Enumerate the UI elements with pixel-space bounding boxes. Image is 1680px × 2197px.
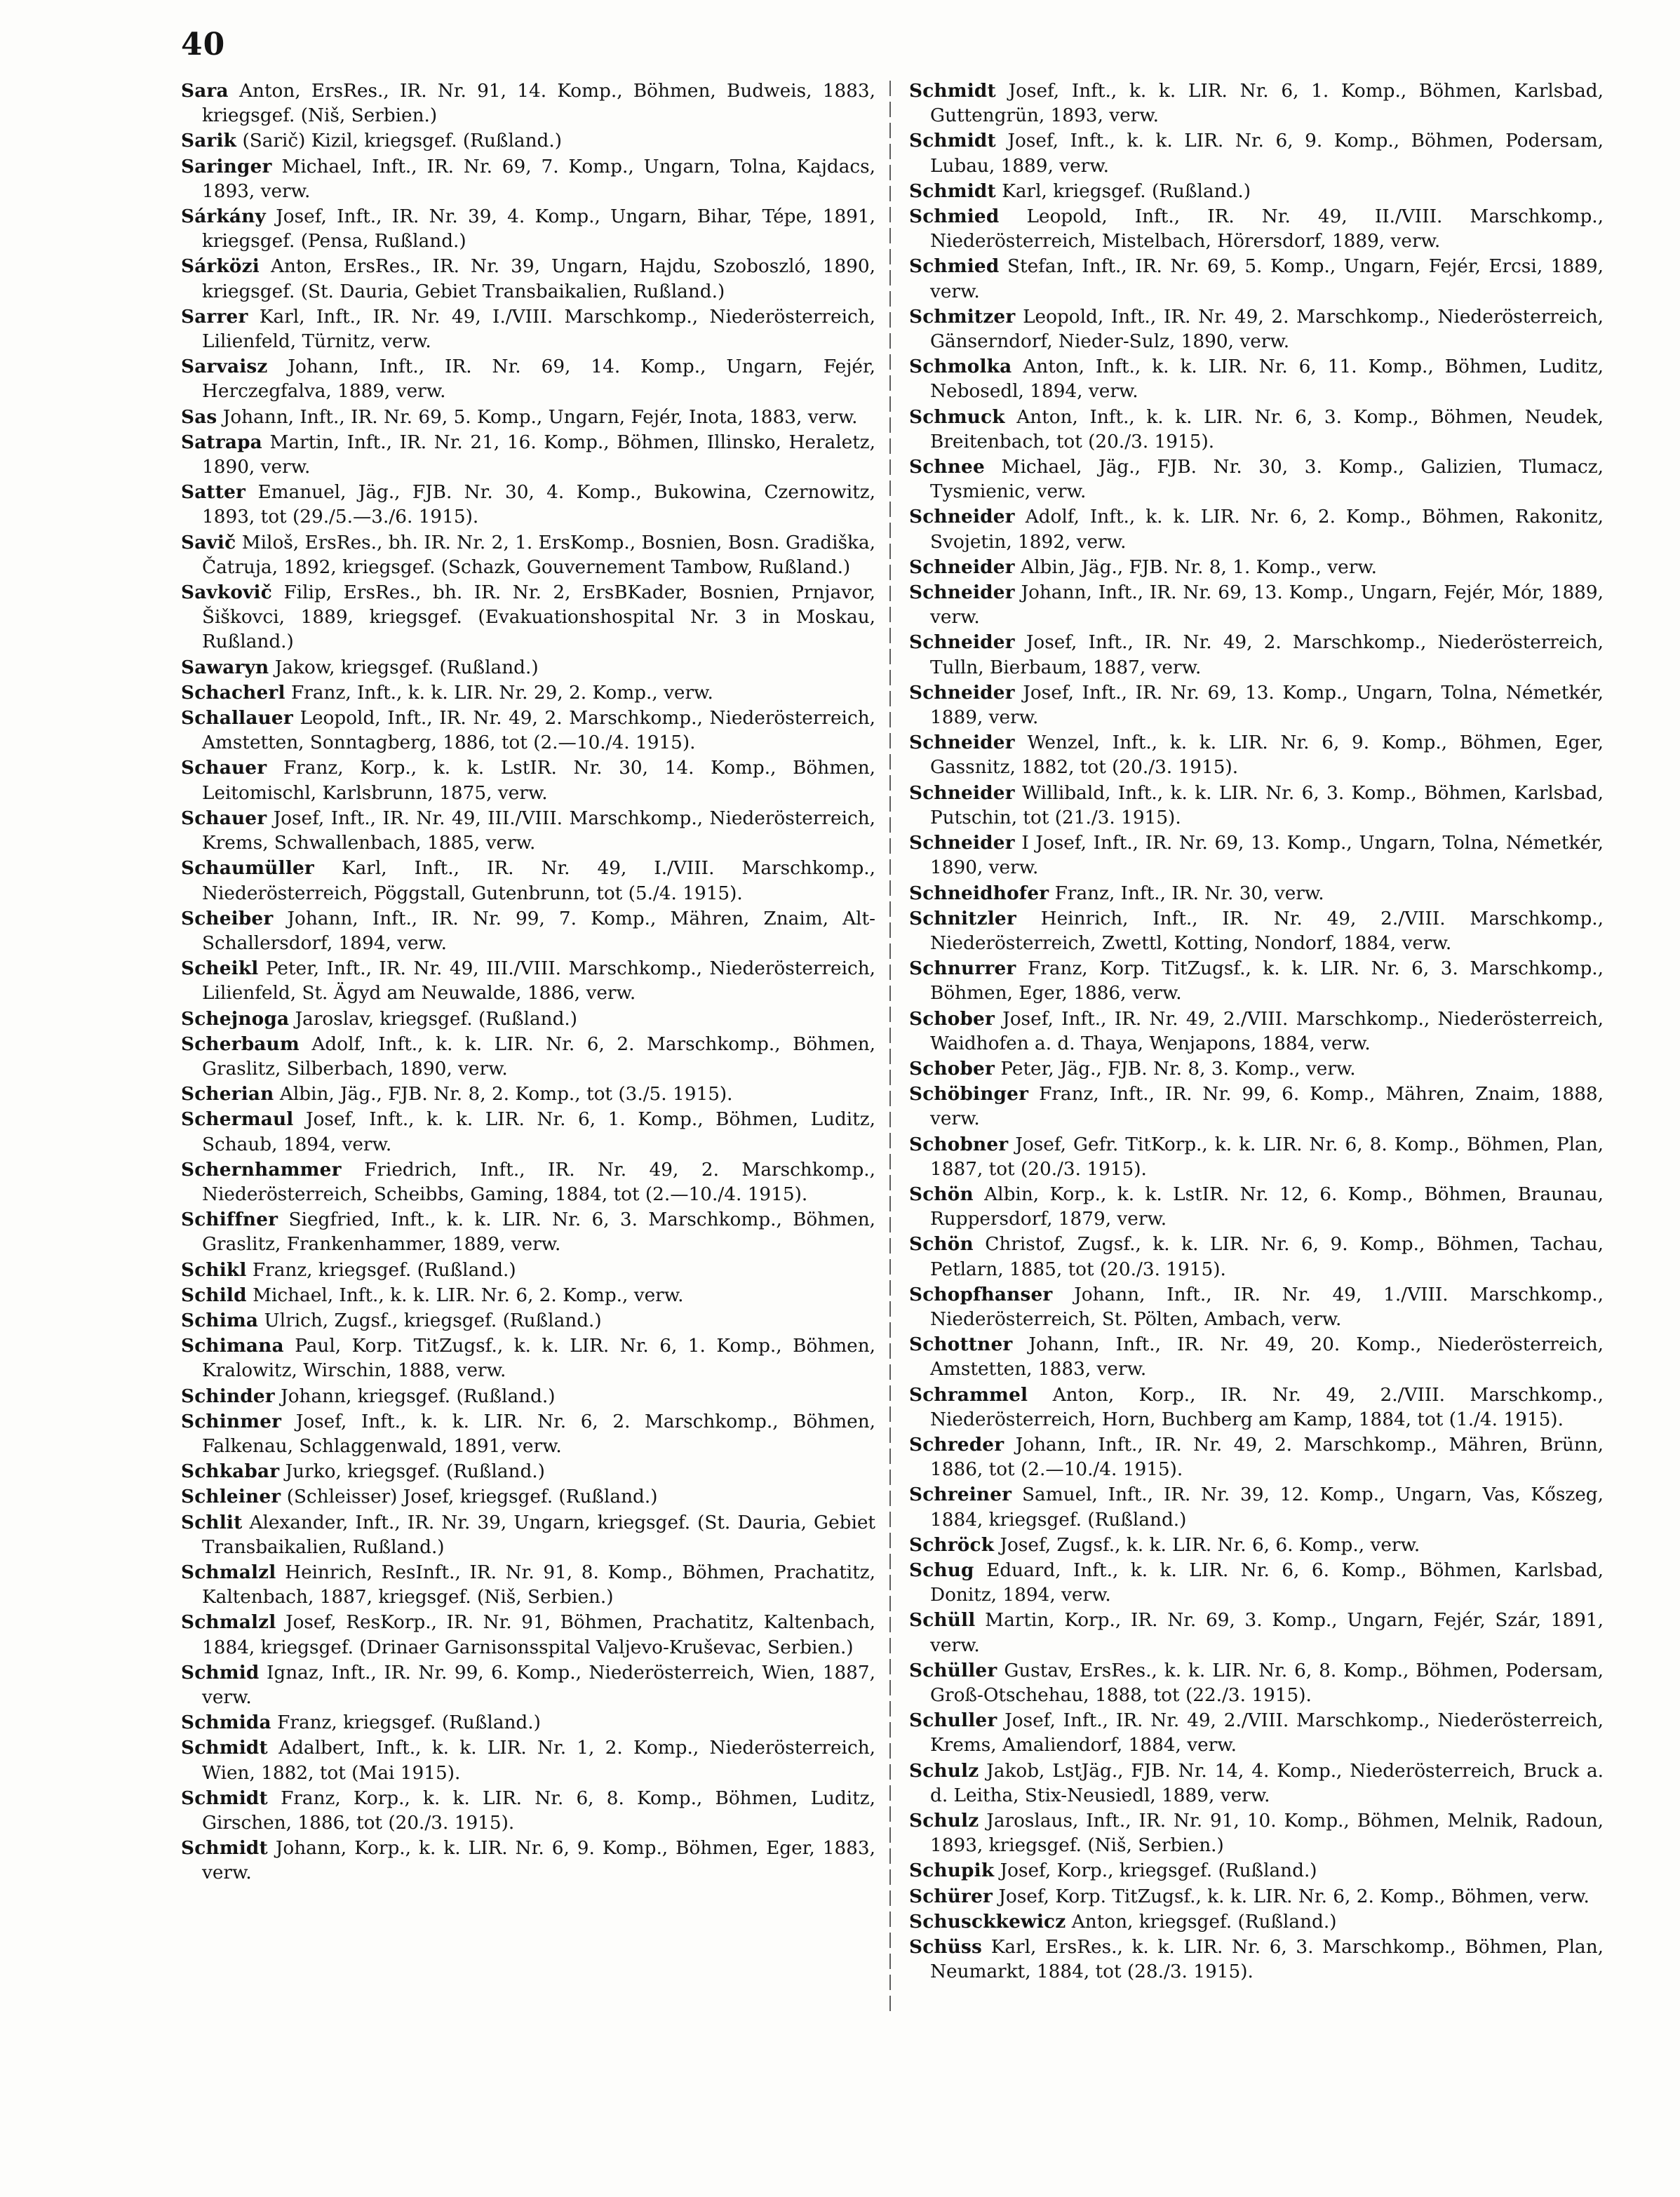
entry-details: Filip, ErsRes., bh. IR. Nr. 2, ErsBKader, Bosnien, Prnjavor, Šiškovci, 1889, kriegsgef. (Evakuationshospital Nr. 3 in Moskau, Rußland.): [202, 582, 875, 653]
entry-surname: Schermaul: [181, 1108, 294, 1131]
entry-surname: Schneider: [909, 582, 1015, 604]
entry-surname: Schmalzl: [181, 1611, 276, 1634]
entry-surname: Schneider: [909, 556, 1015, 578]
entry-surname: Schimana: [181, 1335, 284, 1357]
entry-surname: Scherian: [181, 1083, 274, 1106]
entry-details: Eduard, Inft., k. k. LIR. Nr. 6, 6. Komp., Böhmen, Karlsbad, Donitz, 1894, verw.: [930, 1559, 1604, 1606]
list-entry: [181, 79, 875, 128]
list-entry: [181, 254, 875, 304]
entry-details: Johann, Inft., IR. Nr. 69, 5. Komp., Ungarn, Fejér, Inota, 1883, verw.: [222, 406, 858, 428]
entry-surname: Schnitzler: [909, 907, 1016, 929]
entry-surname: Schön: [909, 1233, 974, 1256]
entry-surname: Schupik: [909, 1860, 995, 1882]
entry-surname: Schmidt: [181, 1787, 268, 1809]
entry-surname: Schüller: [909, 1659, 997, 1681]
list-entry: [181, 655, 875, 680]
list-entry: [909, 730, 1604, 780]
entry-surname: Schmuck: [909, 405, 1005, 428]
entry-details: Friedrich, Inft., IR. Nr. 49, 2. Marschkomp., Niederösterreich, Scheibbs, Gaming, 1884, tot (2.—10./4. 1915).: [202, 1159, 875, 1205]
entry-surname: Schmalzl: [181, 1561, 276, 1583]
list-entry: [181, 1308, 875, 1333]
list-entry: [181, 806, 875, 856]
list-entry: [909, 630, 1604, 680]
entry-surname: Schejnoga: [181, 1007, 290, 1030]
entry-surname: Savkovič: [181, 582, 272, 604]
entry-details: Johann, Inft., IR. Nr. 49, 2. Marschkomp., Mähren, Brünn, 1886, tot (2.—10./4. 1915).: [930, 1434, 1604, 1481]
entry-surname: Schuller: [909, 1709, 997, 1732]
entry-surname: Schneider: [909, 681, 1015, 704]
entry-surname: Schneidhofer: [909, 882, 1049, 904]
entry-details: Josef, Inft., IR. Nr. 49, 2. Marschkomp., Niederösterreich, Tulln, Bierbaum, 1887, verw.: [930, 632, 1604, 678]
entry-details: Jaroslaus, Inft., IR. Nr. 91, 10. Komp., Böhmen, Melnik, Radoun, 1893, kriegsgef. (Niš, Serbien.): [930, 1810, 1604, 1857]
entry-details: Johann, Inft., IR. Nr. 99, 7. Komp., Mähren, Znaim, Alt-Schallersdorf, 1894, verw.: [202, 908, 876, 954]
list-entry: [181, 706, 875, 755]
entry-surname: Schön: [909, 1183, 974, 1205]
entry-details: Alexander, Inft., IR. Nr. 39, Ungarn, kriegsgef. (St. Dauria, Gebiet Transbaikalien, Rußland.): [202, 1512, 876, 1558]
entry-details: Franz, Korp., k. k. LIR. Nr. 6, 8. Komp., Böhmen, Luditz, Girschen, 1886, tot (20./3. 1915).: [202, 1787, 875, 1834]
list-entry: [181, 128, 875, 154]
list-entry: [181, 1082, 875, 1107]
list-entry: [909, 1708, 1604, 1758]
entry-details: Josef, Inft., IR. Nr. 49, 2./VIII. Marschkomp., Niederösterreich, Krems, Amaliendorf, 1884, verw.: [930, 1710, 1604, 1756]
list-entry: [909, 555, 1604, 580]
list-entry: [181, 1660, 875, 1710]
entry-surname: Schild: [181, 1284, 247, 1306]
list-entry: [181, 530, 875, 580]
entry-surname: Schikl: [181, 1258, 247, 1281]
list-entry: [181, 1258, 875, 1283]
entry-details: Johann, Inft., IR. Nr. 49, 20. Komp., Niederösterreich, Amstetten, 1883, verw.: [930, 1334, 1604, 1380]
entry-details: Jakow, kriegsgef. (Rußland.): [274, 657, 539, 678]
entry-details: Jurko, kriegsgef. (Rußland.): [285, 1461, 545, 1483]
entry-details: Peter, Inft., IR. Nr. 49, III./VIII. Marschkomp., Niederösterreich, Lilienfeld, St. Ägyd am Neuwalde, 1886, verw.: [202, 958, 876, 1005]
list-entry: [181, 1735, 875, 1785]
entry-details: Josef, Inft., k. k. LIR. Nr. 6, 2. Marschkomp., Böhmen, Falkenau, Schlaggenwald, 1891, verw.: [202, 1411, 876, 1457]
entry-details: Heinrich, ResInft., IR. Nr. 91, 8. Komp., Böhmen, Prachatitz, Kaltenbach, 1887, kriegsgef. (Niš, Serbien.): [202, 1561, 875, 1608]
entry-details: Franz, Inft., k. k. LIR. Nr. 29, 2. Komp., verw.: [291, 682, 713, 704]
entry-details: Michael, Inft., IR. Nr. 69, 7. Komp., Ungarn, Tolna, Kajdacs, 1893, verw.: [202, 156, 875, 202]
entry-details: Josef, Korp., kriegsgef. (Rußland.): [1000, 1860, 1317, 1882]
entry-surname: Schmidt: [909, 130, 996, 152]
list-entry: [909, 1082, 1604, 1131]
entry-details: Heinrich, Inft., IR. Nr. 49, 2./VIII. Marschkomp., Niederösterreich, Zwettl, Kotting, Nondorf, 1884, verw.: [930, 908, 1604, 954]
entry-surname: Sawaryn: [181, 656, 269, 678]
entry-details: Josef, Inft., IR. Nr. 39, 4. Komp., Ungarn, Bihar, Tépe, 1891, kriegsgef. (Pensa, Rußland.): [202, 206, 876, 253]
entry-details: Franz, Inft., IR. Nr. 30, verw.: [1054, 882, 1324, 904]
entry-details: Anton, Inft., k. k. LIR. Nr. 6, 3. Komp., Böhmen, Neudek, Breitenbach, tot (20./3. 1915).: [930, 406, 1604, 452]
list-entry: [181, 906, 875, 956]
entry-details: Karl, Inft., IR. Nr. 49, I./VIII. Marschkomp., Niederösterreich, Pöggstall, Gutenbrunn, tot (5./4. 1915).: [202, 858, 875, 904]
entry-details: Michael, Jäg., FJB. Nr. 30, 3. Komp., Galizien, Tlumacz, Tysmienic, verw.: [930, 457, 1604, 503]
entry-surname: Schopfhanser: [909, 1283, 1053, 1305]
entry-surname: Schrammel: [909, 1383, 1028, 1406]
entry-surname: Schmida: [181, 1712, 271, 1734]
entry-details: Ulrich, Zugsf., kriegsgef. (Rußland.): [264, 1310, 602, 1331]
entry-surname: Schauer: [181, 757, 267, 779]
list-entry: [909, 1884, 1604, 1909]
list-entry: [909, 254, 1604, 304]
entry-surname: Schneider: [909, 832, 1015, 854]
column-divider: [889, 81, 891, 2017]
entry-surname: Schnurrer: [909, 958, 1016, 980]
entry-details: Martin, Inft., IR. Nr. 21, 16. Komp., Böhmen, Illinsko, Heraletz, 1890, verw.: [202, 431, 875, 478]
entry-details: Franz, Inft., IR. Nr. 99, 6. Komp., Mähren, Znaim, 1888, verw.: [930, 1084, 1604, 1130]
entry-details: (Schleisser) Josef, kriegsgef. (Rußland.): [286, 1486, 658, 1508]
list-entry: [909, 680, 1604, 730]
list-entry: [181, 1484, 875, 1510]
list-entry: [181, 405, 875, 430]
list-entry: [181, 204, 875, 254]
list-entry: [909, 1282, 1604, 1332]
list-entry: [181, 755, 875, 805]
entry-details: Jakob, LstJäg., FJB. Nr. 14, 4. Komp., Niederösterreich, Bruck a. d. Leitha, Stix-Neusiedl, 1889, verw.: [930, 1760, 1604, 1806]
left-column: [181, 79, 875, 1886]
entry-surname: Schnee: [909, 456, 985, 478]
list-entry: [909, 1232, 1604, 1282]
entry-surname: Sara: [181, 80, 229, 102]
entry-surname: Satter: [181, 481, 246, 504]
entry-details: Josef, Gefr. TitKorp., k. k. LIR. Nr. 6, 8. Komp., Böhmen, Plan, 1887, tot (20./3. 1915).: [930, 1134, 1604, 1180]
list-entry: [181, 1333, 875, 1383]
entry-surname: Sarvaisz: [181, 356, 268, 378]
entry-surname: Schneider: [909, 732, 1015, 754]
entry-details: Johann, Korp., k. k. LIR. Nr. 6, 9. Komp., Böhmen, Eger, 1883, verw.: [202, 1838, 876, 1884]
entry-surname: Schacherl: [181, 681, 285, 704]
entry-details: Leopold, Inft., IR. Nr. 49, 2. Marschkomp., Niederösterreich, Amstetten, Sonntagberg, 1886, tot (2.—10./4. 1915).: [202, 708, 875, 754]
list-entry: [181, 1283, 875, 1308]
entry-surname: Saringer: [181, 155, 272, 177]
entry-surname: Schöbinger: [909, 1083, 1029, 1106]
entry-surname: Schernhammer: [181, 1158, 342, 1181]
entry-surname: Schober: [909, 1057, 995, 1080]
list-entry: [181, 1836, 875, 1886]
entry-surname: Schmied: [909, 255, 1000, 278]
entry-details: Leopold, Inft., IR. Nr. 49, 2. Marschkomp., Niederösterreich, Gänserndorf, Nieder-Sulz, 1890, verw.: [930, 306, 1604, 353]
entry-surname: Scherbaum: [181, 1033, 300, 1055]
list-entry: [909, 1056, 1604, 1082]
list-entry: [181, 1384, 875, 1409]
entry-surname: Schinder: [181, 1385, 275, 1407]
entry-details: (Sarič) Kizil, kriegsgef. (Rußland.): [242, 130, 562, 152]
list-entry: [181, 956, 875, 1006]
entry-surname: Schröck: [909, 1533, 995, 1556]
list-entry: [909, 781, 1604, 831]
list-entry: [181, 480, 875, 530]
list-entry: [181, 1157, 875, 1207]
list-entry: [181, 1710, 875, 1735]
list-entry: [909, 1432, 1604, 1482]
entry-details: Josef, Inft., k. k. LIR. Nr. 6, 9. Komp., Böhmen, Podersam, Lubau, 1889, verw.: [930, 130, 1604, 177]
entry-surname: Schima: [181, 1309, 259, 1331]
list-entry: [909, 956, 1604, 1006]
entry-details: Karl, ErsRes., k. k. LIR. Nr. 6, 3. Marschkomp., Böhmen, Plan, Neumarkt, 1884, tot (28./3. 1915).: [930, 1937, 1604, 1983]
list-entry: [181, 1510, 875, 1560]
entry-details: Franz, kriegsgef. (Rußland.): [277, 1712, 541, 1734]
entry-details: Siegfried, Inft., k. k. LIR. Nr. 6, 3. Marschkomp., Böhmen, Graslitz, Frankenhammer, 1889, verw.: [202, 1209, 875, 1256]
list-entry: [181, 354, 875, 404]
entry-surname: Schneider: [909, 506, 1015, 528]
list-entry: [181, 1610, 875, 1660]
list-entry: [909, 906, 1604, 956]
entry-surname: Schürer: [909, 1885, 993, 1907]
entry-details: Peter, Jäg., FJB. Nr. 8, 3. Komp., verw.: [1000, 1058, 1356, 1080]
entry-surname: Schreder: [909, 1433, 1004, 1456]
entry-details: Johann, kriegsgef. (Rußland.): [281, 1385, 556, 1407]
list-entry: [909, 881, 1604, 906]
list-entry: [181, 154, 875, 204]
list-entry: [909, 1909, 1604, 1935]
entry-details: Adalbert, Inft., k. k. LIR. Nr. 1, 2. Komp., Niederösterreich, Wien, 1882, tot (Mai 1915).: [202, 1738, 875, 1784]
entry-details: Anton, Inft., k. k. LIR. Nr. 6, 11. Komp., Böhmen, Luditz, Nebosedl, 1894, verw.: [930, 356, 1604, 403]
entry-surname: Schleiner: [181, 1486, 281, 1508]
list-entry: [181, 1409, 875, 1459]
list-entry: [181, 1786, 875, 1836]
entry-details: Albin, Korp., k. k. LstIR. Nr. 12, 6. Komp., Böhmen, Braunau, Ruppersdorf, 1879, verw.: [930, 1183, 1604, 1230]
entry-details: Willibald, Inft., k. k. LIR. Nr. 6, 3. Komp., Böhmen, Karlsbad, Putschin, tot (21./3. 1915).: [930, 782, 1604, 828]
list-entry: [909, 1332, 1604, 1382]
list-entry: [909, 1482, 1604, 1532]
list-entry: [909, 79, 1604, 128]
entry-details: Karl, Inft., IR. Nr. 49, I./VIII. Marschkomp., Niederösterreich, Lilienfeld, Türnitz, verw.: [202, 306, 875, 353]
entry-details: Karl, kriegsgef. (Rußland.): [1002, 180, 1251, 202]
entry-surname: Sarik: [181, 130, 237, 152]
entry-surname: Schlit: [181, 1511, 243, 1533]
entry-surname: Schreiner: [909, 1484, 1012, 1506]
list-entry: [181, 856, 875, 906]
entry-details: Franz, kriegsgef. (Rußland.): [252, 1259, 516, 1281]
entry-surname: Schüss: [909, 1936, 983, 1959]
entry-details: Gustav, ErsRes., k. k. LIR. Nr. 6, 8. Komp., Böhmen, Podersam, Groß-Otschehau, 1888, tot (22./3. 1915).: [930, 1660, 1604, 1706]
entry-details: Michael, Inft., k. k. LIR. Nr. 6, 2. Komp., verw.: [253, 1284, 684, 1306]
entry-details: Emanuel, Jäg., FJB. Nr. 30, 4. Komp., Bukowina, Czernowitz, 1893, tot (29./5.—3./6. 1915).: [202, 482, 875, 528]
entry-details: Johann, Inft., IR. Nr. 69, 14. Komp., Ungarn, Fejér, Herczegfalva, 1889, verw.: [202, 356, 875, 403]
entry-details: Albin, Jäg., FJB. Nr. 8, 2. Komp., tot (3./5. 1915).: [279, 1084, 733, 1106]
entry-details: Jaroslav, kriegsgef. (Rußland.): [295, 1008, 578, 1030]
entry-details: Josef, Inft., IR. Nr. 49, III./VIII. Marschkomp., Niederösterreich, Krems, Schwallenbach, 1885, verw.: [202, 807, 875, 854]
list-entry: [909, 354, 1604, 404]
entry-surname: Schmid: [181, 1661, 260, 1684]
entry-details: Josef, Inft., IR. Nr. 69, 13. Komp., Ungarn, Tolna, Németkér, 1889, verw.: [930, 682, 1604, 729]
list-entry: [181, 580, 875, 655]
entry-surname: Savič: [181, 531, 236, 553]
entry-details: Johann, Inft., IR. Nr. 49, 1./VIII. Marschkomp., Niederösterreich, St. Pölten, Ambach, verw.: [930, 1284, 1604, 1330]
entry-surname: Schallauer: [181, 707, 293, 730]
entry-surname: Schulz: [909, 1759, 979, 1782]
list-entry: [909, 128, 1604, 178]
entry-surname: Schneider: [909, 631, 1015, 654]
list-entry: [909, 1007, 1604, 1056]
entry-surname: Schmolka: [909, 356, 1012, 378]
entry-details: Anton, Korp., IR. Nr. 49, 2./VIII. Marschkomp., Niederösterreich, Horn, Buchberg am Kamp, 1884, tot (1./4. 1915).: [930, 1384, 1604, 1430]
list-entry: [181, 1560, 875, 1610]
list-entry: [909, 1558, 1604, 1608]
list-entry: [181, 1007, 875, 1032]
entry-surname: Schinmer: [181, 1410, 282, 1432]
list-entry: [909, 1858, 1604, 1883]
entry-details: Ignaz, Inft., IR. Nr. 99, 6. Komp., Niederösterreich, Wien, 1887, verw.: [202, 1662, 875, 1708]
entry-surname: Schulz: [909, 1810, 979, 1832]
entry-surname: Schneider: [909, 781, 1015, 804]
entry-details: Josef, Inft., k. k. LIR. Nr. 6, 1. Komp., Böhmen, Luditz, Schaub, 1894, verw.: [202, 1109, 875, 1155]
list-entry: [909, 204, 1604, 254]
list-entry: [909, 831, 1604, 880]
entry-surname: Schaumüller: [181, 857, 314, 880]
entry-surname: Scheikl: [181, 958, 259, 980]
entry-details: Miloš, ErsRes., bh. IR. Nr. 2, 1. ErsKomp., Bosnien, Bosn. Gradiška, Čatruja, 1892, kriegsgef. (Schazk, Gouvernement Tambow, Rußland.): [202, 532, 876, 578]
entry-surname: Schmidt: [181, 1737, 268, 1759]
entry-details: Christof, Zugsf., k. k. LIR. Nr. 6, 9. Komp., Böhmen, Tachau, Petlarn, 1885, tot (20./3. 1915).: [930, 1234, 1604, 1280]
entry-surname: Schauer: [181, 807, 267, 829]
page-number: 40: [181, 27, 226, 62]
entry-surname: Schmied: [909, 206, 1000, 228]
entry-surname: Sárkány: [181, 206, 266, 228]
entry-details: Leopold, Inft., IR. Nr. 49, II./VIII. Marschkomp., Niederösterreich, Mistelbach, Hörersdorf, 1889, verw.: [930, 206, 1604, 253]
list-entry: [909, 304, 1604, 354]
entry-details: Anton, kriegsgef. (Rußland.): [1071, 1911, 1337, 1933]
entry-details: Paul, Korp. TitZugsf., k. k. LIR. Nr. 6, 1. Komp., Böhmen, Kralowitz, Wirschin, 1888, verw.: [202, 1336, 876, 1382]
entry-details: Josef, Inft., k. k. LIR. Nr. 6, 1. Komp., Böhmen, Karlsbad, Guttengrün, 1893, verw.: [930, 81, 1604, 127]
list-entry: [181, 430, 875, 480]
entry-details: Stefan, Inft., IR. Nr. 69, 5. Komp., Ungarn, Fejér, Ercsi, 1889, verw.: [930, 256, 1604, 302]
entry-details: Josef, Zugsf., k. k. LIR. Nr. 6, 6. Komp., verw.: [1000, 1534, 1420, 1556]
list-entry: [909, 1808, 1604, 1858]
entry-surname: Schusckkewicz: [909, 1910, 1066, 1933]
entry-surname: Schober: [909, 1007, 995, 1030]
list-entry: [909, 179, 1604, 204]
entry-surname: Schiffner: [181, 1209, 278, 1231]
entry-surname: Scheiber: [181, 907, 274, 929]
list-entry: [909, 580, 1604, 630]
entry-details: Adolf, Inft., k. k. LIR. Nr. 6, 2. Komp., Böhmen, Rakonitz, Svojetin, 1892, verw.: [930, 506, 1604, 553]
entry-details: Josef, Inft., IR. Nr. 49, 2./VIII. Marschkomp., Niederösterreich, Waidhofen a. d. Thaya, Wenjapons, 1884, verw.: [930, 1008, 1604, 1054]
list-entry: [181, 1032, 875, 1082]
entry-details: Johann, Inft., IR. Nr. 69, 13. Komp., Ungarn, Fejér, Mór, 1889, verw.: [930, 582, 1604, 629]
entry-surname: Schmidt: [909, 80, 996, 102]
list-entry: [181, 304, 875, 354]
entry-details: Anton, ErsRes., IR. Nr. 91, 14. Komp., Böhmen, Budweis, 1883, kriegsgef. (Niš, Serbien.): [202, 81, 876, 127]
entry-details: Samuel, Inft., IR. Nr. 39, 12. Komp., Ungarn, Vas, Kőszeg, 1884, kriegsgef. (Rußland.): [930, 1484, 1604, 1531]
entry-details: Josef, Korp. TitZugsf., k. k. LIR. Nr. 6, 2. Komp., Böhmen, verw.: [998, 1886, 1590, 1907]
list-entry: [909, 1658, 1604, 1708]
entry-details: I Josef, Inft., IR. Nr. 69, 13. Komp., Ungarn, Tolna, Németkér, 1890, verw.: [930, 833, 1604, 879]
entry-details: Franz, Korp. TitZugsf., k. k. LIR. Nr. 6, 3. Marschkomp., Böhmen, Eger, 1886, verw.: [930, 958, 1604, 1005]
entry-surname: Schkabar: [181, 1460, 280, 1483]
entry-surname: Schüll: [909, 1609, 976, 1632]
entry-surname: Schottner: [909, 1333, 1013, 1356]
list-entry: [909, 1608, 1604, 1658]
list-entry: [909, 1935, 1604, 1984]
entry-surname: Schmidt: [909, 180, 996, 202]
list-entry: [181, 1107, 875, 1157]
entry-surname: Satrapa: [181, 431, 262, 453]
list-entry: [909, 1759, 1604, 1808]
entry-surname: Sas: [181, 405, 217, 428]
entry-details: Adolf, Inft., k. k. LIR. Nr. 6, 2. Marschkomp., Böhmen, Graslitz, Silberbach, 1890, verw.: [202, 1033, 875, 1080]
entry-details: Martin, Korp., IR. Nr. 69, 3. Komp., Ungarn, Fejér, Szár, 1891, verw.: [930, 1610, 1604, 1656]
entry-details: Wenzel, Inft., k. k. LIR. Nr. 6, 9. Komp., Böhmen, Eger, Gassnitz, 1882, tot (20./3. 1915).: [930, 732, 1604, 779]
list-entry: [909, 1182, 1604, 1232]
right-column: [909, 79, 1604, 1984]
list-entry: [909, 504, 1604, 554]
list-entry: [181, 1459, 875, 1484]
list-entry: [909, 1132, 1604, 1182]
list-entry: [181, 1207, 875, 1257]
entry-surname: Sárközi: [181, 255, 260, 278]
list-entry: [909, 405, 1604, 455]
list-entry: [909, 455, 1604, 504]
entry-details: Anton, ErsRes., IR. Nr. 39, Ungarn, Hajdu, Szoboszló, 1890, kriegsgef. (St. Dauria, Gebiet Transbaikalien, Rußland.): [202, 256, 875, 302]
list-entry: [181, 680, 875, 706]
entry-details: Franz, Korp., k. k. LstIR. Nr. 30, 14. Komp., Böhmen, Leitomischl, Karlsbrunn, 1875, verw.: [202, 758, 875, 804]
entry-surname: Sarrer: [181, 305, 248, 328]
entry-surname: Schug: [909, 1559, 974, 1581]
entry-surname: Schmidt: [181, 1837, 268, 1860]
entry-surname: Schmitzer: [909, 305, 1016, 328]
list-entry: [909, 1533, 1604, 1558]
entry-details: Josef, ResKorp., IR. Nr. 91, Böhmen, Prachatitz, Kaltenbach, 1884, kriegsgef. (Drinaer Garnisonsspital Valjevo-Kruševac, Serbien.): [202, 1612, 875, 1658]
entry-surname: Schobner: [909, 1133, 1009, 1155]
list-entry: [909, 1383, 1604, 1432]
entry-details: Albin, Jäg., FJB. Nr. 8, 1. Komp., verw.: [1021, 556, 1378, 578]
